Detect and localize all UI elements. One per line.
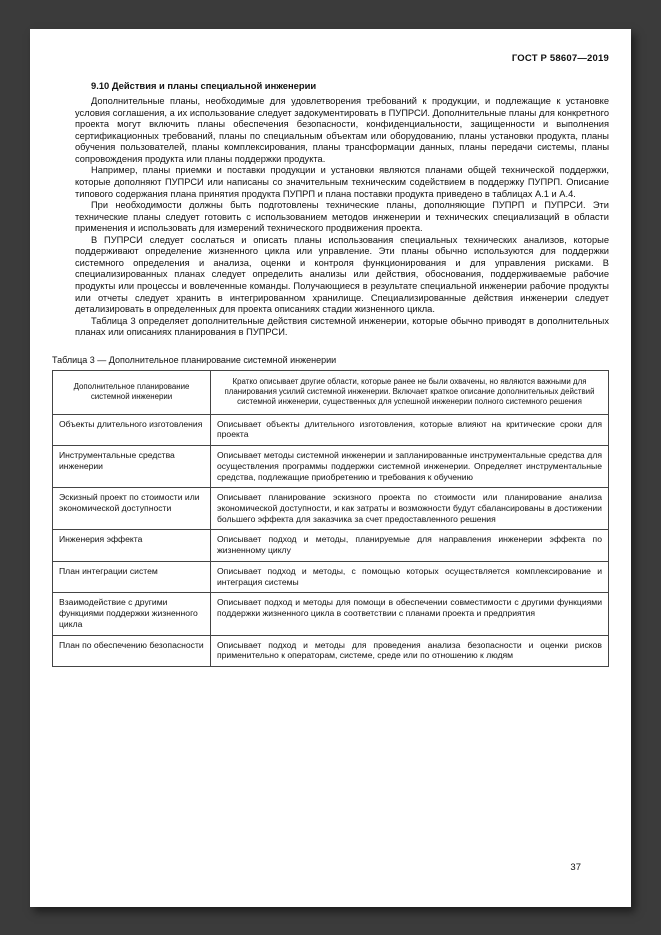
paragraph: При необходимости должны быть подготовлены технические планы, дополняющие ПУПРП и ПУПРСИ. Эти технические планы следует готовить с использованием методов инженерии и технических специализаций в области применения и использовать для измерений технического продвижения проекта.	[75, 200, 609, 234]
row-term: План интеграции систем	[53, 561, 211, 592]
row-term: Взаимодействие с другими функциями поддержки жизненного цикла	[53, 593, 211, 635]
row-term: Эскизный проект по стоимости или экономической доступности	[53, 488, 211, 530]
paragraph: Дополнительные планы, необходимые для удовлетворения требований к продукции, и подлежащие к установке условия соглашения, а их использование следует задокументировать в ПУПРСИ. Дополнительные планы для конкретного проекта могут включить планы обеспечения безопасности, конфиденциальности, защищенности и выполнения сертификационных требований, планы по специальным объектам или оборудованию, планы установки продукта, планы обучения пользователей, планы комплексирования, планы трансформации данных, планы передачи системы, планы сопровождения продукта или планы поддержки продукта.	[75, 96, 609, 164]
row-description: Описывает методы системной инженерии и запланированные инструментальные средства для осуществления программы поддержки системной инженерии. Определяет инструментальные средства, подлежащие приобретению и требования к обучению	[211, 446, 609, 488]
paragraph: Например, планы приемки и поставки продукции и установки являются планами общей технической поддержки, которые дополняют ПУПРСИ или написаны со значительным техническим содействием в поддержку ПУПРП. Описание типового содержания плана принятия продукта ПУПРП и плана поставки продукта приведено в таблицах А.1 и А.4.	[75, 165, 609, 199]
table-header-row	[53, 370, 609, 414]
table-header-col1: Дополнительное планирование системной инженерии	[53, 370, 211, 414]
table-row	[53, 635, 609, 666]
table-row	[53, 561, 609, 592]
row-term: Инструментальные средства инженерии	[53, 446, 211, 488]
row-description: Описывает подход и методы, с помощью которых осуществляется комплексирование и интеграция системы	[211, 561, 609, 592]
document-page	[30, 29, 631, 907]
row-term: Инженерия эффекта	[53, 530, 211, 561]
row-description: Описывает подход и методы для помощи в обеспечении совместимости с другими функциями поддержки жизненного цикла в соответствии с планами проекта и предприятия	[211, 593, 609, 635]
paragraph: В ПУПРСИ следует сослаться и описать планы использования специальных технических анализов, которые поддерживают определение жизненного цикла или управление. Эти планы обычно используются для поддержки системного определения и анализа, оценки и контроля функционирования и для управления рисками. В специализированных планах следует определить анализы или действия, обоснования, поддерживаемые рабочие продукты или процессы и вовлеченные команды. Получающиеся в результате специальной инженерии рабочие продукты или отчеты следует хранить в интегрированном хранилище. Специализированные действия инженерии следует детализировать в определенных для проекта описаниях стадии жизненного цикла.	[75, 234, 609, 315]
page-number: 37	[570, 862, 581, 873]
row-description: Описывает подход и методы для проведения анализа безопасности и оценки рисков применительно к операторам, системе, среде или по отношению к людям	[211, 635, 609, 666]
table-row	[53, 414, 609, 445]
row-description: Описывает подход и методы, планируемые для направления инженерии эффекта по жизненному циклу	[211, 530, 609, 561]
row-description: Описывает планирование эскизного проекта по стоимости или планирование анализа экономической доступности, и как затраты и возможности будут сбалансированы в достижении большего эффекта для заказчика за счет предоставленного решения	[211, 488, 609, 530]
body-text-block	[75, 80, 609, 339]
doc-number: ГОСТ Р 58607—2019	[511, 53, 609, 64]
row-term: План по обеспечению безопасности	[53, 635, 211, 666]
table-caption: Таблица 3 — Дополнительное планирование системной инженерии	[52, 354, 337, 365]
table-header-col2: Кратко описывает другие области, которые ранее не были охвачены, но являются важными для планирования усилий системной инженерии. Включает краткое описание дополнительных действий системной инженерии, существенных для успешной инженерии полного системного решения	[211, 370, 609, 414]
table-row	[53, 488, 609, 530]
table-3	[52, 370, 609, 667]
row-description: Описывает объекты длительного изготовления, которые влияют на критические сроки для проекта	[211, 414, 609, 445]
paragraph: Таблица 3 определяет дополнительные действия системной инженерии, которые обычно приводят в дополнительных планах или описаниях планирования в ПУПРСИ.	[75, 315, 609, 338]
table-row	[53, 593, 609, 635]
table-row	[53, 446, 609, 488]
row-term: Объекты длительного изготовления	[53, 414, 211, 445]
table-row	[53, 530, 609, 561]
section-heading: 9.10 Действия и планы специальной инженерии	[91, 80, 317, 91]
